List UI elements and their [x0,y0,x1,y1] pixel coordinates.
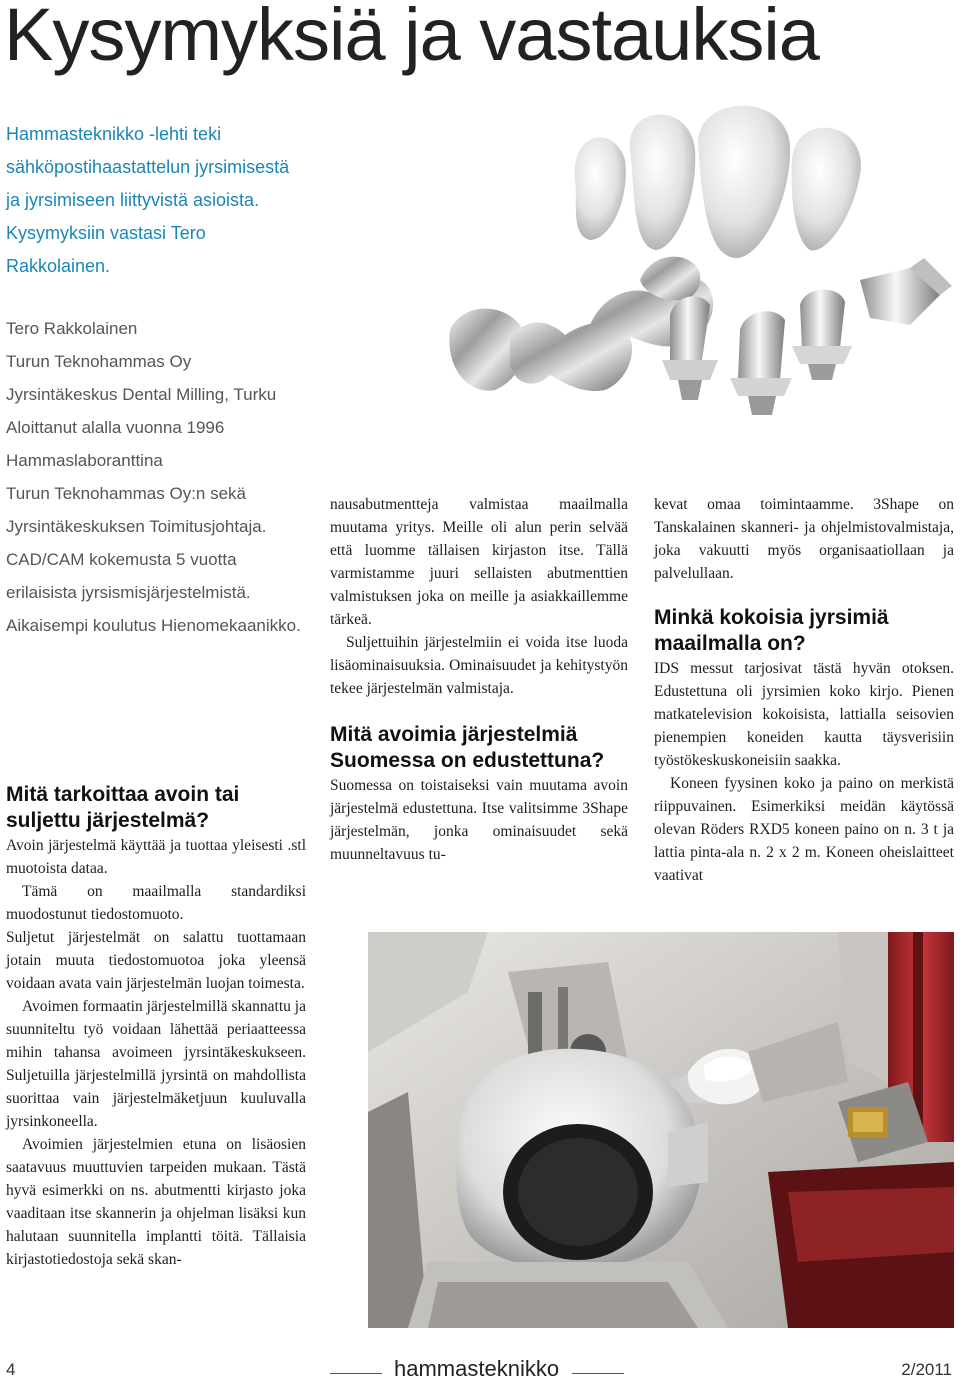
footer-rule-left [330,1373,382,1374]
bio-line: Tero Rakkolainen [6,319,138,338]
paragraph: kevat omaa toimintaamme. 3Shape on Tanskalainen skanneri- ja ohjelmistovalmistaja, joka vakuutti myös organisaatiollaan ja palvelullaan. [654,496,954,582]
question-heading: Mitä tarkoittaa avoin tai suljettu järjestelmä? [6,783,240,832]
bio-line: Aloittanut alalla vuonna 1996 [6,418,225,437]
bio-line: Turun Teknohammas Oy:n sekä Jyrsintäkeskuksen Toimitusjohtaja. [6,484,267,536]
paragraph: Avoin järjestelmä käyttää ja tuottaa yleisesti .stl muotoista dataa. [6,837,306,877]
paragraph: Suljettuihin järjestelmiin ei voida itse luoda lisäominaisuuksia. Ominaisuudet ja kehitystyön tekee järjestelmän valmistaja. [330,634,628,697]
paragraph: Koneen fyysinen koko ja paino on merkistä riippuvainen. Esimerkiksi meidän käytössä olevan Röders RXD5 koneen paino on n. 3 t ja lattia pinta-ala n. 2 x 2 m. Koneen oheislaitteet vaativat [654,775,954,884]
paragraph: nausabutmentteja valmistaa maailmalla muutama yritys. Meille oli alun perin selvää että luomme tällaisen kirjaston itse. Tällä varmistamme juuri sellaisten abutmenttien valmistuksen joka on meille ja asiakkaillemme tärkeä. [330,496,628,628]
page-footer [0,1356,960,1386]
column-3 [654,493,954,887]
paragraph: Tämä on maailmalla standardiksi muodostunut tiedostomuoto. [6,883,306,923]
paragraph: Avoimen formaatin järjestelmillä skannattu ja suunniteltu työ voidaan lähettää periaatteessa mihin tahansa avoimeen jyrsintäkeskukseen. Suljetuilla järjestelmillä jyrsintä on mahdollista suorittaa vain järjestelmäketjuun kuuluvalla jyrsinkoneella. [6,998,306,1130]
question-heading: Minkä kokoisia jyrsimiä maailmalla on? [654,606,889,655]
question-heading: Mitä avoimia järjestelmiä Suomessa on edustettuna? [330,723,605,772]
bio-line: CAD/CAM kokemusta 5 vuotta erilaisista jyrsismisjärjestelmistä. [6,550,251,602]
bio-line: Turun Teknohammas Oy [6,352,192,371]
page-number: 4 [6,1360,16,1379]
paragraph: Avoimien järjestelmien etuna on lisäosien saatavuus muuttuvien tarpeiden mukaan. Tästä hyvä esimerkki on ns. abutmentti kirjasto joka vaaditaan itse skannerin ja ohjelman lisäksi kun halutaan suunnitella implantti töitä. Tällaisia kirjastotiedostoja sekä skan- [6,1136,306,1268]
intro-text: Hammasteknikko -lehti teki sähköpostihaastattelun jyrsimisestä ja jyrsimiseen liittyvistä asioista. Kysymyksiin vastasi Tero Rakkolainen. [6,124,290,276]
paragraph: Suljetut järjestelmät on salattu tuottamaan jotain muuta tiedostomuotoa joka yleensä voidaan avata vain järjestelmän luojan toimesta. [6,929,306,992]
milling-machine-photo [368,932,954,1328]
bio-line: Aikaisempi koulutus Hienomekaanikko. [6,616,301,635]
issue-number: 2/2011 [901,1360,952,1379]
footer-rule-right [572,1373,624,1374]
magazine-name: hammasteknikko [394,1356,560,1381]
author-bio [6,312,306,642]
column-2 [330,493,628,866]
paragraph: IDS messut tarjosivat tästä hyvän otoksen. Edustettuna oli jyrsimien koko kirjo. Pienen matkatelevision kokoisista, lattialla seisovien pienempien koneiden kautta täysverisiin työstökeskuskoneisiin saakka. [654,660,954,769]
dental-crowns-photo [440,90,960,490]
bio-line: Hammaslaboranttina [6,451,163,470]
bio-line: Jyrsintäkeskus Dental Milling, Turku [6,385,277,404]
page-title: Kysymyksiä ja vastauksia [4,0,819,76]
paragraph: Suomessa on toistaiseksi vain muutama avoin järjestelmä edustettuna. Itse valitsimme 3Shape järjestelmän, jonka ominaisuudet sekä muunneltavuus tu- [330,777,628,863]
column-1 [6,782,306,1271]
